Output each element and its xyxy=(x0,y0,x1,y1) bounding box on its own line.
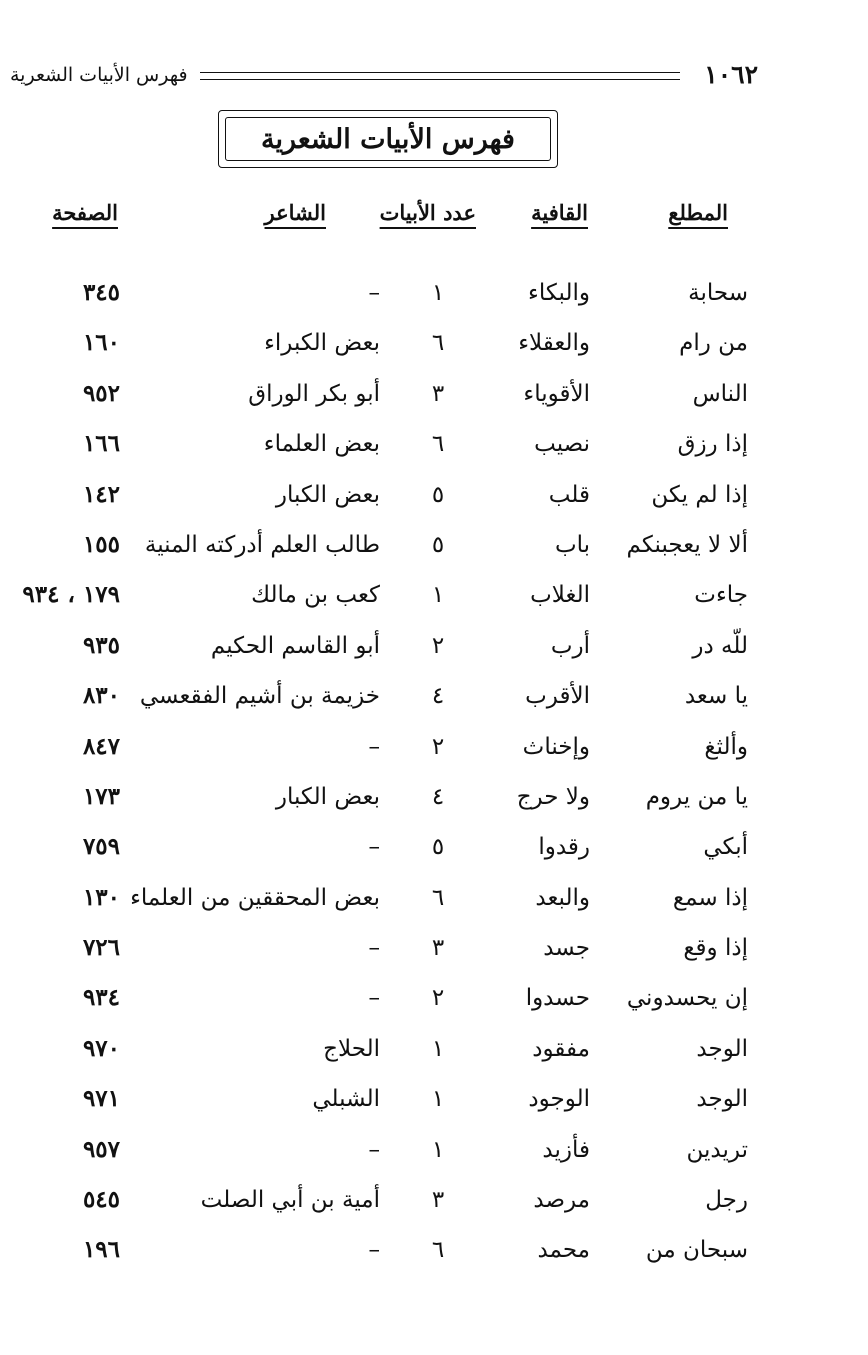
page-reference: ١٥٥ xyxy=(82,530,120,558)
poet-name: خزيمة بن أشيم الفقعسي xyxy=(139,683,380,710)
verse-rhyme: الأقرب xyxy=(525,683,590,710)
verse-count: ١ xyxy=(431,1086,445,1113)
verse-count: ٦ xyxy=(431,884,445,911)
verse-rhyme: مفقود xyxy=(532,1035,590,1062)
page-reference: ٨٤٧ xyxy=(82,732,120,760)
verse-opening: إذا سمع xyxy=(672,884,748,911)
table-row xyxy=(0,772,868,822)
header-rule xyxy=(200,72,680,80)
verse-rhyme: الغلاب xyxy=(530,582,590,609)
page-reference: ١٧٩ ، ٩٣٤ xyxy=(22,581,120,609)
page-reference: ٩٥٢ xyxy=(82,379,120,407)
poet-name: أمية بن أبي الصلت xyxy=(200,1187,380,1214)
verse-rhyme: والبعد xyxy=(535,884,590,911)
verse-opening: رجل xyxy=(705,1187,748,1214)
verse-opening: يا سعد xyxy=(684,683,748,710)
verse-count: ٢ xyxy=(431,985,445,1012)
verse-opening: للّه در xyxy=(692,632,748,659)
running-title: فهرس الأبيات الشعرية xyxy=(10,64,188,86)
page-reference: ١٤٢ xyxy=(82,480,120,508)
poet-name: الشبلي xyxy=(312,1086,380,1113)
verse-rhyme: مرصد xyxy=(533,1187,590,1214)
verse-count: ١ xyxy=(431,582,445,609)
page-reference: ٩٧٠ xyxy=(82,1034,120,1062)
poet-name: – xyxy=(368,935,380,962)
verse-opening: تريدين xyxy=(686,1136,748,1163)
table-row xyxy=(0,1175,868,1225)
table-row xyxy=(0,520,868,570)
table-row xyxy=(0,268,868,318)
verse-opening: إذا وقع xyxy=(683,935,748,962)
table-row xyxy=(0,822,868,872)
page-reference: ٩٧١ xyxy=(82,1085,120,1113)
table-row xyxy=(0,1024,868,1074)
verse-rhyme: نصيب xyxy=(534,431,590,458)
poet-name: أبو بكر الوراق xyxy=(248,380,380,407)
verse-count: ٥ xyxy=(431,834,445,861)
page-reference: ١٣٠ xyxy=(82,883,120,911)
verse-rhyme: الوجود xyxy=(528,1086,590,1113)
verse-count: ٤ xyxy=(431,783,445,810)
page-reference: ٩٣٥ xyxy=(82,631,120,659)
poet-name: – xyxy=(368,733,380,760)
table-row xyxy=(0,873,868,923)
table-row xyxy=(0,1125,868,1175)
poet-name: بعض الكبراء xyxy=(264,330,380,357)
page-reference: ٥٤٥ xyxy=(82,1186,120,1214)
verse-opening: سحابة xyxy=(688,280,748,306)
verse-index-table xyxy=(0,268,868,1276)
verse-opening: إن يحسدوني xyxy=(626,985,748,1012)
verse-rhyme: باب xyxy=(554,531,590,558)
page-reference: ١٧٣ xyxy=(82,782,120,810)
verse-opening: وألثغ xyxy=(704,733,748,760)
poet-name: بعض العلماء xyxy=(263,431,380,458)
page-number: ١٠٦٢ xyxy=(704,60,758,89)
verse-opening: سبحان من xyxy=(645,1237,748,1264)
verse-opening: إذا رزق xyxy=(677,431,748,458)
verse-rhyme: وإخناث xyxy=(522,733,590,760)
verse-rhyme: حسدوا xyxy=(525,985,590,1012)
title-frame xyxy=(218,110,558,168)
verse-count: ٦ xyxy=(431,1237,445,1264)
table-row xyxy=(0,671,868,721)
poet-name: – xyxy=(368,985,380,1012)
poet-name: – xyxy=(368,1136,380,1163)
verse-rhyme: والعقلاء xyxy=(518,330,590,357)
verse-count: ٣ xyxy=(431,935,445,962)
verse-count: ٦ xyxy=(431,431,445,458)
table-row xyxy=(0,369,868,419)
page-reference: ١٦٠ xyxy=(82,329,120,357)
poet-name: – xyxy=(368,834,380,861)
table-row xyxy=(0,419,868,469)
page-reference: ٩٣٤ xyxy=(82,984,120,1012)
verse-opening: الناس xyxy=(692,380,748,407)
column-header-poet: الشاعر xyxy=(264,200,326,225)
running-header xyxy=(10,58,758,92)
table-row xyxy=(0,1074,868,1124)
table-row xyxy=(0,470,868,520)
page-reference: ٣٤٥ xyxy=(82,279,120,306)
verse-opening: أبكي xyxy=(703,834,748,861)
table-row xyxy=(0,621,868,671)
table-row xyxy=(0,570,868,620)
verse-count: ٢ xyxy=(431,632,445,659)
verse-rhyme: والبكاء xyxy=(528,280,590,306)
page-reference: ٧٥٩ xyxy=(82,833,120,861)
verse-count: ١ xyxy=(431,1035,445,1062)
table-row xyxy=(0,923,868,973)
verse-opening: الوجد xyxy=(696,1035,748,1062)
verse-opening: الوجد xyxy=(696,1086,748,1113)
poet-name: – xyxy=(368,280,380,306)
verse-rhyme: أرب xyxy=(550,632,590,659)
page-title: فهرس الأبيات الشعرية xyxy=(261,123,515,155)
column-header-qafia: القافية xyxy=(531,200,588,225)
title-frame-inner xyxy=(225,117,551,161)
verse-opening: ألا لا يعجبنكم xyxy=(626,531,748,558)
poet-name: طالب العلم أدركته المنية xyxy=(144,531,380,558)
verse-count: ١ xyxy=(431,1136,445,1163)
column-header-page: الصفحة xyxy=(52,200,118,225)
verse-count: ٣ xyxy=(431,380,445,407)
table-row xyxy=(0,318,868,368)
verse-rhyme: فأزيد xyxy=(542,1136,590,1163)
table-row xyxy=(0,722,868,772)
poet-name: كعب بن مالك xyxy=(251,582,380,609)
poet-name: – xyxy=(368,1237,380,1264)
poet-name: أبو القاسم الحكيم xyxy=(210,632,380,659)
verse-count: ٢ xyxy=(431,733,445,760)
verse-rhyme: رقدوا xyxy=(538,834,590,861)
verse-count: ٦ xyxy=(431,330,445,357)
verse-opening: يا من يروم xyxy=(645,783,748,810)
column-header-count: عدد الأبيات xyxy=(379,200,476,225)
poet-name: بعض الكبار xyxy=(275,481,380,508)
poet-name: الحلاج xyxy=(323,1035,380,1062)
page-reference: ٩٥٧ xyxy=(82,1135,120,1163)
page-reference: ٧٢٦ xyxy=(82,934,120,962)
page-reference: ١٩٦ xyxy=(82,1236,120,1264)
verse-count: ٤ xyxy=(431,683,445,710)
verse-rhyme: جسد xyxy=(543,935,590,962)
verse-rhyme: قلب xyxy=(548,481,590,508)
verse-count: ١ xyxy=(431,280,445,306)
page-reference: ١٦٦ xyxy=(82,430,120,458)
verse-count: ٥ xyxy=(431,481,445,508)
verse-count: ٣ xyxy=(431,1187,445,1214)
verse-rhyme: الأقوياء xyxy=(523,380,590,407)
verse-rhyme: محمد xyxy=(537,1237,590,1264)
verse-opening: إذا لم يكن xyxy=(651,481,748,508)
verse-count: ٥ xyxy=(431,531,445,558)
poet-name: بعض المحققين من العلماء xyxy=(130,884,380,911)
poet-name: بعض الكبار xyxy=(275,783,380,810)
verse-opening: من رام xyxy=(679,330,748,357)
verse-opening: جاءت xyxy=(694,582,748,609)
table-row xyxy=(0,973,868,1023)
column-header-matla: المطلع xyxy=(668,200,728,225)
verse-rhyme: ولا حرج xyxy=(516,783,590,810)
table-row xyxy=(0,1225,868,1275)
page-reference: ٨٣٠ xyxy=(82,682,120,710)
